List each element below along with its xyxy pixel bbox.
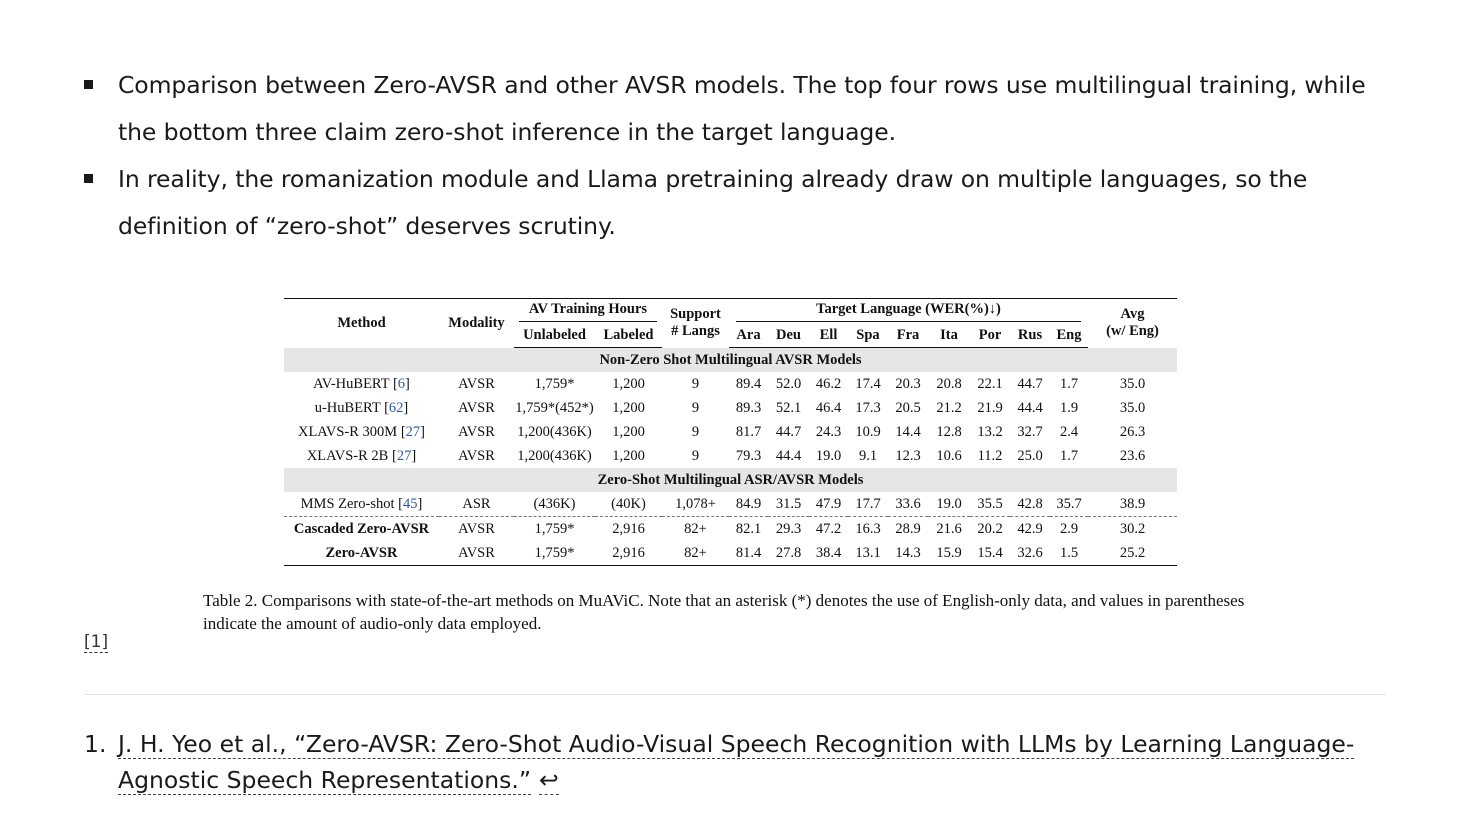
cell-wer: 1.7 xyxy=(1059,375,1079,392)
cell-wer: 19.0 xyxy=(815,447,842,464)
cell-wer: 44.7 xyxy=(775,423,802,440)
cell-wer: 42.9 xyxy=(1017,520,1043,537)
bullet-item xyxy=(84,62,1384,156)
cell-unlabeled: 1,759*(452*) xyxy=(515,399,594,416)
footnote-number: 1. xyxy=(84,730,107,758)
method-name: Zero-AVSR xyxy=(325,544,398,561)
header-lang: Rus xyxy=(1010,323,1050,348)
cell-wer: 20.5 xyxy=(895,399,921,416)
cell-method xyxy=(284,517,439,542)
cell-wer: 35.7 xyxy=(1050,492,1088,517)
bullet-square-icon xyxy=(84,174,93,183)
cell-labeled: 2,916 xyxy=(595,541,662,566)
cell-wer: 38.4 xyxy=(809,541,848,566)
cell-support-langs: 9 xyxy=(691,447,700,464)
header-target-language-label: Target Language (WER(%)↓) xyxy=(736,301,1081,322)
bullet-item xyxy=(84,156,1384,250)
cell-wer: 13.1 xyxy=(848,541,888,566)
cell-labeled: 1,200 xyxy=(612,375,645,392)
cell-wer: 44.7 xyxy=(1017,375,1043,392)
cell-modality: AVSR xyxy=(458,399,495,416)
cell-method: u-HuBERT [62] xyxy=(314,399,409,416)
cell-wer: 21.2 xyxy=(936,399,962,416)
cell-unlabeled: 1,759* xyxy=(534,520,575,537)
cell-wer: 21.9 xyxy=(977,399,1003,416)
header-lang: Por xyxy=(970,323,1010,348)
cell-labeled: 1,200 xyxy=(612,423,645,440)
bullet-text: In reality, the romanization module and Llama pretraining already draw on multiple languages, so the definition of “zero-shot” deserves scrutiny. xyxy=(118,165,1308,240)
footnote-ref-link[interactable]: [1] xyxy=(84,632,109,652)
header-lang: Deu xyxy=(768,323,809,348)
cell-wer: 27.8 xyxy=(768,541,809,566)
cell-wer: 20.8 xyxy=(936,375,962,392)
method-name: XLAVS-R 2B xyxy=(306,447,389,464)
table-row xyxy=(284,372,1177,396)
cell-unlabeled: 1,759* xyxy=(534,375,575,392)
cell-wer: 46.4 xyxy=(815,399,842,416)
header-lang: Ita xyxy=(928,323,970,348)
table-row xyxy=(284,517,1177,542)
cell-wer: 14.3 xyxy=(888,541,928,566)
table-row xyxy=(284,492,1177,517)
cell-wer: 1.9 xyxy=(1059,399,1079,416)
cell-wer: 17.4 xyxy=(855,375,881,392)
cell-wer: 47.9 xyxy=(809,492,848,517)
bullet-square-icon xyxy=(84,80,93,89)
cell-wer: 79.3 xyxy=(735,447,762,464)
citation-link[interactable]: 45 xyxy=(402,495,418,512)
cell-wer: 15.4 xyxy=(970,541,1010,566)
cell-method: AV-HuBERT [6] xyxy=(313,375,410,392)
cell-wer: 12.3 xyxy=(895,447,921,464)
cell-wer: 89.3 xyxy=(735,399,762,416)
cell-wer: 33.6 xyxy=(888,492,928,517)
header-method: Method xyxy=(284,299,439,348)
header-lang: Ell xyxy=(809,323,848,348)
cell-unlabeled: 1,200(436K) xyxy=(517,447,592,464)
cell-wer: 82.1 xyxy=(735,520,762,537)
cell-labeled: 1,200 xyxy=(612,447,645,464)
table-row xyxy=(284,420,1177,444)
cell-wer: 42.8 xyxy=(1010,492,1050,517)
method-name: MMS Zero-shot xyxy=(300,495,395,512)
citation-link[interactable]: 6 xyxy=(397,375,406,392)
section-header: Non-Zero Shot Multilingual AVSR Models xyxy=(284,348,1177,373)
cell-wer: 1.7 xyxy=(1059,447,1079,464)
cell-wer: 25.0 xyxy=(1017,447,1043,464)
cell-wer: 47.2 xyxy=(815,520,842,537)
cell-unlabeled: 1,200(436K) xyxy=(517,423,592,440)
cell-wer: 46.2 xyxy=(815,375,842,392)
footnote-citation-text: J. H. Yeo et al., “Zero-AVSR: Zero-Shot Audio-Visual Speech Recognition with LLMs by Learning Language-Agnostic Speech Representations.” xyxy=(118,730,1355,794)
cell-wer: 11.2 xyxy=(977,447,1003,464)
header-target-language xyxy=(729,299,1088,324)
cell-wer: 13.2 xyxy=(977,423,1003,440)
cell-labeled: 1,200 xyxy=(612,399,645,416)
citation-link[interactable]: 62 xyxy=(388,399,404,416)
method-name: u-HuBERT xyxy=(314,399,381,416)
header-modality: Modality xyxy=(439,299,514,348)
table-row xyxy=(284,541,1177,566)
cell-wer: 44.4 xyxy=(1017,399,1043,416)
cell-wer: 24.3 xyxy=(815,423,842,440)
cell-wer: 20.3 xyxy=(895,375,921,392)
header-av-training-hours xyxy=(514,299,662,324)
cell-support-langs: 82+ xyxy=(684,520,707,537)
header-lang: Ara xyxy=(729,323,768,348)
cell-avg: 23.6 xyxy=(1119,447,1146,464)
cell-wer: 81.4 xyxy=(729,541,768,566)
cell-wer: 32.7 xyxy=(1017,423,1043,440)
cell-modality: AVSR xyxy=(458,447,495,464)
cell-wer: 16.3 xyxy=(855,520,881,537)
cell-wer: 52.0 xyxy=(775,375,802,392)
header-lang: Eng xyxy=(1050,323,1088,348)
cell-wer: 52.1 xyxy=(775,399,802,416)
comparison-table-figure xyxy=(284,298,1177,566)
cell-wer: 21.6 xyxy=(936,520,962,537)
cell-avg: 35.0 xyxy=(1119,375,1146,392)
cell-avg: 38.9 xyxy=(1088,492,1177,517)
cell-modality: AVSR xyxy=(458,520,495,537)
header-lang: Spa xyxy=(848,323,888,348)
cell-wer: 20.2 xyxy=(977,520,1003,537)
cell-wer: 89.4 xyxy=(735,375,762,392)
cell-modality: AVSR xyxy=(458,375,495,392)
cell-wer: 32.6 xyxy=(1010,541,1050,566)
footnote-backref-icon[interactable]: ↩ xyxy=(539,766,559,794)
cell-wer: 44.4 xyxy=(775,447,802,464)
cell-support-langs: 82+ xyxy=(662,541,729,566)
cell-wer: 10.9 xyxy=(855,423,881,440)
cell-support-langs: 9 xyxy=(691,375,700,392)
header-avg xyxy=(1088,299,1177,348)
header-unlabeled: Unlabeled xyxy=(514,323,595,348)
cell-method: MMS Zero-shot [45] xyxy=(284,492,439,517)
table-row xyxy=(284,444,1177,468)
cell-labeled: (40K) xyxy=(595,492,662,517)
cell-modality: ASR xyxy=(439,492,514,517)
cell-wer: 9.1 xyxy=(858,447,878,464)
bullet-text: Comparison between Zero-AVSR and other AVSR models. The top four rows use multilingual training, while the bottom three claim zero-shot inference in the target language. xyxy=(118,71,1366,146)
cell-wer: 15.9 xyxy=(928,541,970,566)
header-langs-label: # Langs xyxy=(671,323,720,340)
cell-wer: 22.1 xyxy=(977,375,1003,392)
cell-wer: 29.3 xyxy=(775,520,802,537)
cell-wer: 10.6 xyxy=(936,447,962,464)
table-caption: Table 2. Comparisons with state-of-the-art methods on MuAViC. Note that an asterisk (*) denotes the use of English-only data, and values in parentheses indicate the amount of audio-only data employed. xyxy=(203,591,1245,633)
header-avg-label: Avg xyxy=(1120,306,1145,323)
header-lang: Fra xyxy=(888,323,928,348)
cell-method: XLAVS-R 2B [27] xyxy=(306,447,417,464)
cell-avg: 26.3 xyxy=(1119,423,1146,440)
cell-modality: AVSR xyxy=(458,423,495,440)
cell-labeled: 2,916 xyxy=(612,520,645,537)
cell-modality: AVSR xyxy=(439,541,514,566)
cell-wer: 84.9 xyxy=(729,492,768,517)
method-name: XLAVS-R 300M xyxy=(297,423,398,440)
cell-wer: 12.8 xyxy=(936,423,962,440)
cell-unlabeled: (436K) xyxy=(514,492,595,517)
citation-link[interactable]: 27 xyxy=(405,423,421,440)
cell-wer: 2.4 xyxy=(1059,423,1079,440)
cell-wer: 2.9 xyxy=(1059,520,1079,537)
cell-avg: 25.2 xyxy=(1088,541,1177,566)
cell-wer: 31.5 xyxy=(768,492,809,517)
cell-wer: 14.4 xyxy=(895,423,921,440)
cell-method xyxy=(284,541,439,566)
cell-avg: 30.2 xyxy=(1119,520,1146,537)
cell-wer: 1.5 xyxy=(1050,541,1088,566)
cell-unlabeled: 1,759* xyxy=(514,541,595,566)
cell-method: XLAVS-R 300M [27] xyxy=(297,423,426,440)
cell-wer: 19.0 xyxy=(928,492,970,517)
cell-wer: 17.7 xyxy=(848,492,888,517)
header-labeled: Labeled xyxy=(595,323,662,348)
header-support-label: Support xyxy=(670,306,721,323)
cell-support-langs: 9 xyxy=(691,399,700,416)
table-row xyxy=(284,396,1177,420)
comparison-table xyxy=(284,298,1177,566)
cell-wer: 28.9 xyxy=(895,520,921,537)
cell-support-langs: 1,078+ xyxy=(662,492,729,517)
footnote-divider xyxy=(84,694,1386,695)
method-name: AV-HuBERT xyxy=(313,375,390,392)
method-name: Cascaded Zero-AVSR xyxy=(293,520,430,537)
cell-support-langs: 9 xyxy=(691,423,700,440)
table-body xyxy=(284,348,1177,566)
section-header: Zero-Shot Multilingual ASR/AVSR Models xyxy=(284,468,1177,492)
cell-wer: 35.5 xyxy=(970,492,1010,517)
cell-wer: 17.3 xyxy=(855,399,881,416)
cell-wer: 81.7 xyxy=(735,423,762,440)
cell-avg: 35.0 xyxy=(1119,399,1146,416)
header-av-training-hours-label: AV Training Hours xyxy=(519,301,657,322)
footnote xyxy=(84,726,1386,798)
bullet-list xyxy=(84,62,1384,250)
header-avg-sub-label: (w/ Eng) xyxy=(1106,323,1159,340)
header-support-langs xyxy=(662,299,729,348)
citation-link[interactable]: 27 xyxy=(396,447,412,464)
